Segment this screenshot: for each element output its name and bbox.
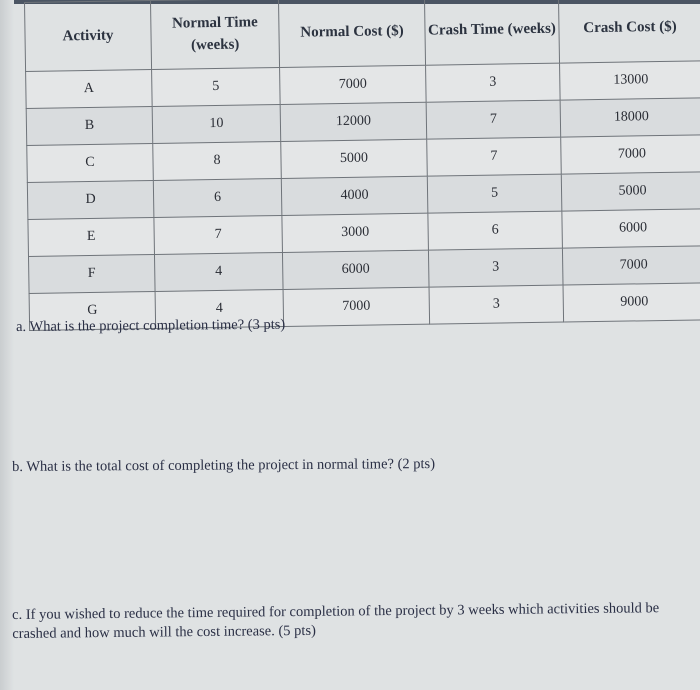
cell-normal-cost: 4000 [281, 176, 428, 215]
cell-crash-time: 3 [428, 248, 563, 287]
cell-crash-time: 7 [426, 100, 561, 139]
cell-crash-time: 5 [427, 174, 562, 213]
cell-crash-cost: 6000 [562, 209, 700, 248]
cell-normal-cost: 3000 [282, 213, 429, 252]
cell-crash-cost: 7000 [561, 135, 700, 174]
header-activity: Activity [25, 1, 152, 72]
cell-normal-cost: 7000 [283, 287, 430, 326]
cell-normal-time: 7 [154, 215, 283, 254]
cell-normal-time: 4 [154, 252, 283, 291]
cell-crash-time: 3 [426, 63, 561, 102]
cell-normal-cost: 12000 [280, 102, 427, 141]
cell-normal-time: 8 [153, 141, 282, 180]
question-b: b. What is the total cost of completing the project in normal time? (2 pts) [12, 456, 436, 475]
header-normal-time: Normal Time (weeks) [150, 0, 279, 70]
cell-activity: E [28, 217, 155, 256]
question-a: a. What is the project completion time? (3 pts) [16, 316, 286, 335]
cell-normal-time: 10 [152, 104, 281, 143]
cell-crash-cost: 5000 [561, 172, 700, 211]
cell-crash-time: 7 [427, 137, 562, 176]
cell-crash-time: 3 [429, 285, 564, 324]
header-normal-cost: Normal Cost ($) [278, 0, 425, 67]
cell-activity: A [26, 70, 153, 109]
cell-crash-cost: 9000 [563, 283, 700, 322]
cell-normal-time: 6 [153, 178, 282, 217]
cell-activity: C [27, 143, 154, 182]
cell-crash-cost: 7000 [562, 246, 700, 285]
cell-normal-cost: 6000 [282, 250, 429, 289]
cell-activity: B [26, 106, 153, 145]
cell-activity: G [29, 291, 156, 330]
table-header-row [25, 0, 700, 71]
cell-normal-cost: 5000 [281, 139, 428, 178]
cell-normal-time: 4 [155, 289, 284, 328]
table-body [26, 61, 700, 331]
cell-activity: D [27, 180, 154, 219]
cell-crash-time: 6 [428, 211, 563, 250]
project-activity-table [24, 0, 700, 331]
header-crash-time: Crash Time (weeks) [424, 0, 559, 65]
cell-crash-cost: 13000 [560, 61, 700, 100]
cell-activity: F [28, 254, 155, 293]
cell-crash-cost: 18000 [560, 98, 700, 137]
cell-normal-time: 5 [152, 67, 281, 106]
question-c: c. If you wished to reduce the time required for completion of the project by 3 weeks which activities should be crashed and how much will the cost increase. (5 pts) [12, 600, 660, 642]
photo-left-shadow [0, 0, 14, 690]
header-crash-cost: Crash Cost ($) [558, 0, 700, 63]
cell-normal-cost: 7000 [280, 65, 427, 104]
